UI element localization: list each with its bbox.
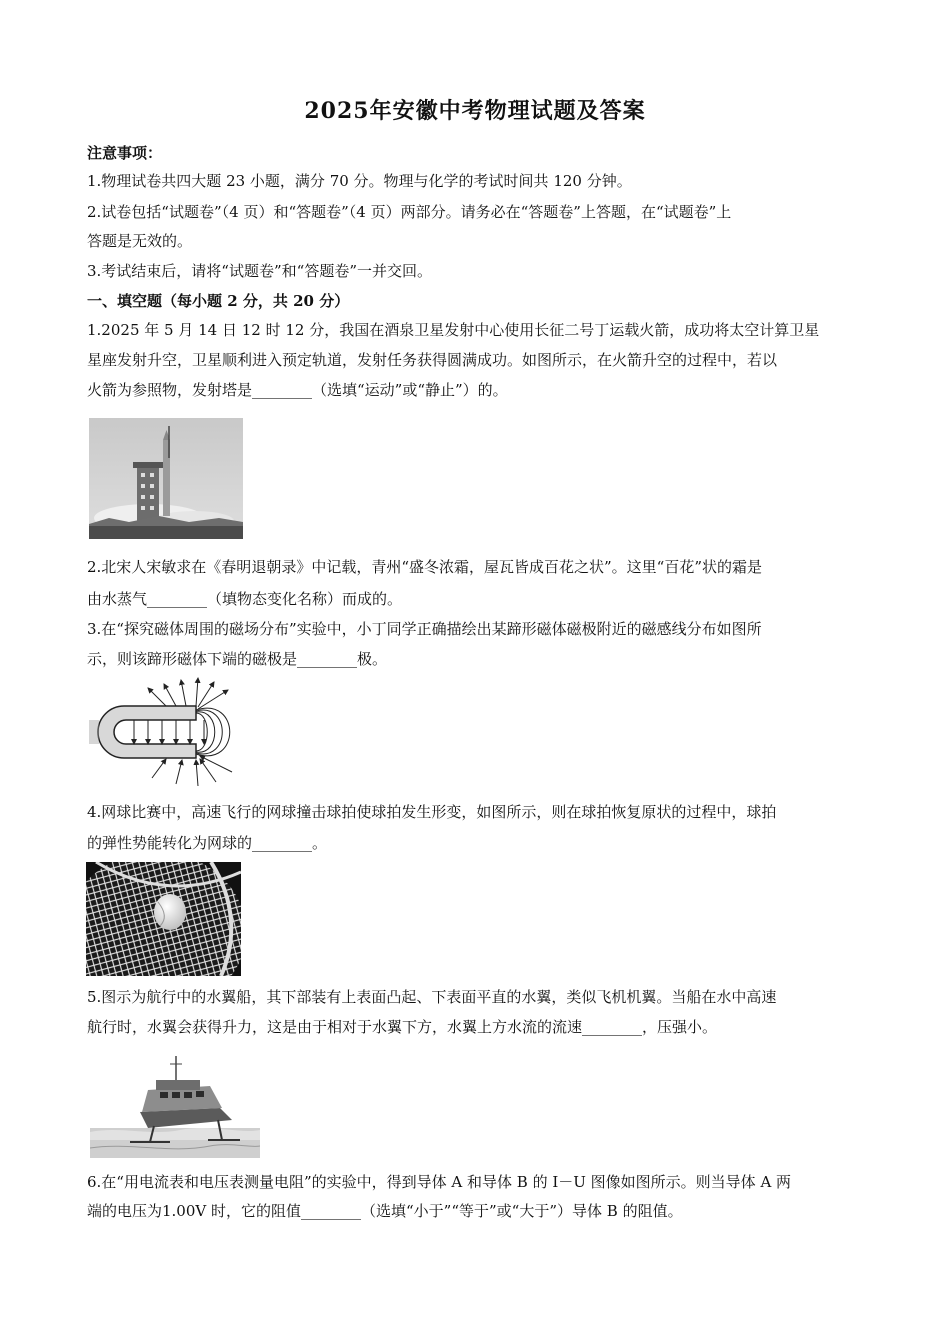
hydrofoil-boat-photo	[90, 1050, 260, 1158]
notice-item-3: 3.考试结束后，请将“试题卷”和“答题卷”一并交回。	[87, 262, 432, 280]
question-1-line-1: 1.2025 年 5 月 14 日 12 时 12 分，我国在酒泉卫星发射中心使用长征二号丁运载火箭，成功将太空计算卫星	[87, 321, 820, 339]
question-3-line-1: 3.在“探究磁体周围的磁场分布”实验中，小丁同学正确描绘出某蹄形磁体磁极附近的磁感线分布如图所	[87, 620, 762, 638]
question-6-line-2: 端的电压为1.00V 时，它的阻值________（选填“小于”“等于”或“大于”）导体 B 的阻值。	[87, 1202, 683, 1220]
horseshoe-magnet-diagram	[86, 674, 246, 788]
notice-item-1: 1.物理试卷共四大题 23 小题，满分 70 分。物理与化学的考试时间共 120 分钟。	[87, 172, 632, 190]
question-4-line-1: 4.网球比赛中，高速飞行的网球撞击球拍使球拍发生形变，如图所示，则在球拍恢复原状的过程中，球拍	[87, 803, 777, 821]
question-5-line-1: 5.图示为航行中的水翼船，其下部装有上表面凸起、下表面平直的水翼，类似飞机机翼。当船在水中高速	[87, 988, 777, 1006]
question-1-line-2: 星座发射升空，卫星顺利进入预定轨道，发射任务获得圆满成功。如图所示，在火箭升空的过程中，若以	[87, 351, 778, 369]
question-1-line-3: 火箭为参照物，发射塔是________（选填“运动”或“静止”）的。	[87, 381, 508, 399]
question-5-line-2: 航行时，水翼会获得升力，这是由于相对于水翼下方，水翼上方水流的流速________，压强小。	[87, 1018, 718, 1036]
question-6-line-1: 6.在“用电流表和电压表测量电阻”的实验中，得到导体 A 和导体 B 的 I－U 图像如图所示。则当导体 A 两	[87, 1173, 792, 1191]
question-2-line-2: 由水蒸气________（填物态变化名称）而成的。	[87, 590, 403, 608]
question-2-line-1: 2.北宋人宋敏求在《春明退朝录》中记载，青州“盛冬浓霜，屋瓦皆成百花之状”。这里“百花”状的霜是	[87, 558, 762, 576]
section-heading-fill-blank: 一、填空题（每小题 2 分，共 20 分）	[87, 292, 350, 310]
notice-item-2-line-1: 2.试卷包括“试题卷”（4 页）和“答题卷”（4 页）两部分。请务必在“答题卷”上答题，在“试题卷”上	[87, 203, 732, 221]
notice-heading: 注意事项：	[87, 144, 163, 162]
question-3-line-2: 示，则该蹄形磁体下端的磁极是________极。	[87, 650, 388, 668]
notice-item-2-line-2: 答题是无效的。	[87, 232, 193, 250]
question-4-line-2: 的弹性势能转化为网球的________。	[87, 834, 328, 852]
tennis-racket-photo	[86, 862, 241, 976]
page-title: 2025年安徽中考物理试题及答案	[304, 98, 646, 124]
rocket-launch-photo	[89, 418, 243, 539]
